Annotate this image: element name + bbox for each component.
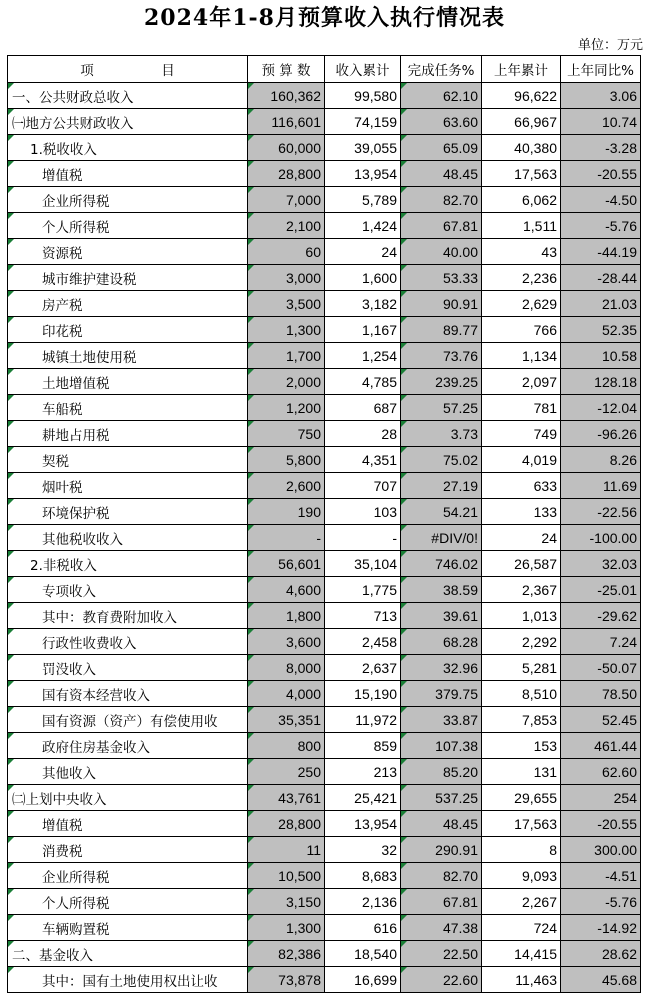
cell-budget: 82,386 — [248, 941, 325, 967]
cell-yoy: 300.00 — [561, 837, 641, 863]
table-row — [8, 577, 641, 603]
cell-yoy: 11.69 — [561, 473, 641, 499]
cell-item-name: 车船税 — [8, 395, 248, 421]
cell-last-year: 749 — [482, 421, 561, 447]
cell-budget: 2,000 — [248, 369, 325, 395]
cell-item-name: 国有资本经营收入 — [8, 681, 248, 707]
cell-item-name: 其他收入 — [8, 759, 248, 785]
cell-cumulative: 11,972 — [325, 707, 401, 733]
cell-completion: 90.91 — [401, 291, 482, 317]
cell-completion: 33.87 — [401, 707, 482, 733]
cell-completion: 67.81 — [401, 889, 482, 915]
cell-cumulative: - — [325, 525, 401, 551]
cell-item-name: 企业所得税 — [8, 187, 248, 213]
cell-completion: 67.81 — [401, 213, 482, 239]
column-header-item: 项 目 — [8, 56, 248, 83]
cell-budget: - — [248, 525, 325, 551]
cell-yoy: -96.26 — [561, 421, 641, 447]
table-body — [8, 83, 641, 993]
cell-item-name: 专项收入 — [8, 577, 248, 603]
table-row — [8, 681, 641, 707]
table-row — [8, 603, 641, 629]
cell-budget: 1,800 — [248, 603, 325, 629]
cell-budget: 2,600 — [248, 473, 325, 499]
cell-cumulative: 28 — [325, 421, 401, 447]
table-row — [8, 941, 641, 967]
cell-yoy: -20.55 — [561, 161, 641, 187]
cell-cumulative: 18,540 — [325, 941, 401, 967]
cell-last-year: 9,093 — [482, 863, 561, 889]
cell-budget: 28,800 — [248, 811, 325, 837]
cell-last-year: 8 — [482, 837, 561, 863]
cell-budget: 3,150 — [248, 889, 325, 915]
cell-cumulative: 15,190 — [325, 681, 401, 707]
cell-yoy: -44.19 — [561, 239, 641, 265]
cell-item-name: 契税 — [8, 447, 248, 473]
cell-completion: 68.28 — [401, 629, 482, 655]
cell-completion: 48.45 — [401, 161, 482, 187]
table-row — [8, 629, 641, 655]
cell-yoy: -12.04 — [561, 395, 641, 421]
table-row — [8, 369, 641, 395]
cell-item-name: 其中：国有土地使用权出让收 — [8, 967, 248, 993]
cell-budget: 60,000 — [248, 135, 325, 161]
cell-item-name: ㈡上划中央收入 — [8, 785, 248, 811]
cell-budget: 1,700 — [248, 343, 325, 369]
cell-yoy: -29.62 — [561, 603, 641, 629]
cell-last-year: 2,292 — [482, 629, 561, 655]
cell-item-name: 一、公共财政总收入 — [8, 83, 248, 109]
cell-cumulative: 5,789 — [325, 187, 401, 213]
cell-item-name: 1.税收收入 — [8, 135, 248, 161]
cell-cumulative: 4,351 — [325, 447, 401, 473]
cell-cumulative: 2,637 — [325, 655, 401, 681]
cell-yoy: 254 — [561, 785, 641, 811]
cell-cumulative: 2,136 — [325, 889, 401, 915]
cell-budget: 116,601 — [248, 109, 325, 135]
cell-completion: 107.38 — [401, 733, 482, 759]
table-row — [8, 395, 641, 421]
cell-item-name: 政府住房基金收入 — [8, 733, 248, 759]
cell-completion: 82.70 — [401, 863, 482, 889]
cell-cumulative: 25,421 — [325, 785, 401, 811]
table-row — [8, 499, 641, 525]
cell-cumulative: 1,775 — [325, 577, 401, 603]
cell-yoy: -14.92 — [561, 915, 641, 941]
cell-completion: 53.33 — [401, 265, 482, 291]
cell-cumulative: 24 — [325, 239, 401, 265]
column-header-completion: 完成任务% — [401, 56, 482, 83]
cell-last-year: 633 — [482, 473, 561, 499]
cell-last-year: 7,853 — [482, 707, 561, 733]
table-row — [8, 707, 641, 733]
cell-cumulative: 35,104 — [325, 551, 401, 577]
cell-last-year: 781 — [482, 395, 561, 421]
cell-budget: 250 — [248, 759, 325, 785]
cell-yoy: 8.26 — [561, 447, 641, 473]
table-row — [8, 837, 641, 863]
cell-last-year: 43 — [482, 239, 561, 265]
table-row — [8, 239, 641, 265]
cell-last-year: 26,587 — [482, 551, 561, 577]
cell-budget: 800 — [248, 733, 325, 759]
cell-budget: 56,601 — [248, 551, 325, 577]
cell-budget: 7,000 — [248, 187, 325, 213]
cell-budget: 4,600 — [248, 577, 325, 603]
table-row — [8, 525, 641, 551]
cell-cumulative: 1,167 — [325, 317, 401, 343]
cell-item-name: 罚没收入 — [8, 655, 248, 681]
cell-completion: 27.19 — [401, 473, 482, 499]
page-title: 2024年1-8月预算收入执行情况表 — [144, 5, 505, 31]
cell-yoy: -20.55 — [561, 811, 641, 837]
cell-completion: 75.02 — [401, 447, 482, 473]
cell-last-year: 1,511 — [482, 213, 561, 239]
cell-completion: 62.10 — [401, 83, 482, 109]
table-row — [8, 733, 641, 759]
cell-cumulative: 713 — [325, 603, 401, 629]
cell-item-name: 其中：教育费附加收入 — [8, 603, 248, 629]
table-row — [8, 889, 641, 915]
table-row — [8, 291, 641, 317]
cell-cumulative: 1,424 — [325, 213, 401, 239]
cell-item-name: 行政性收费收入 — [8, 629, 248, 655]
cell-cumulative: 13,954 — [325, 811, 401, 837]
cell-last-year: 1,013 — [482, 603, 561, 629]
cell-item-name: 增值税 — [8, 811, 248, 837]
cell-budget: 8,000 — [248, 655, 325, 681]
cell-item-name: 土地增值税 — [8, 369, 248, 395]
table-row — [8, 83, 641, 109]
table-row — [8, 109, 641, 135]
table-row — [8, 785, 641, 811]
cell-item-name: 其他税收收入 — [8, 525, 248, 551]
cell-last-year: 2,236 — [482, 265, 561, 291]
cell-yoy: 128.18 — [561, 369, 641, 395]
cell-yoy: 52.45 — [561, 707, 641, 733]
cell-cumulative: 213 — [325, 759, 401, 785]
cell-last-year: 6,062 — [482, 187, 561, 213]
cell-cumulative: 39,055 — [325, 135, 401, 161]
cell-cumulative: 13,954 — [325, 161, 401, 187]
cell-budget: 11 — [248, 837, 325, 863]
cell-budget: 3,000 — [248, 265, 325, 291]
cell-completion: 239.25 — [401, 369, 482, 395]
cell-budget: 1,200 — [248, 395, 325, 421]
table-row — [8, 187, 641, 213]
cell-completion: 65.09 — [401, 135, 482, 161]
table-row — [8, 655, 641, 681]
cell-last-year: 5,281 — [482, 655, 561, 681]
column-header-yoy: 上年同比% — [561, 56, 641, 83]
cell-budget: 5,800 — [248, 447, 325, 473]
cell-yoy: -4.51 — [561, 863, 641, 889]
cell-budget: 1,300 — [248, 915, 325, 941]
table-row — [8, 863, 641, 889]
cell-last-year: 133 — [482, 499, 561, 525]
cell-item-name: 烟叶税 — [8, 473, 248, 499]
cell-cumulative: 4,785 — [325, 369, 401, 395]
cell-completion: 63.60 — [401, 109, 482, 135]
cell-budget: 190 — [248, 499, 325, 525]
cell-last-year: 14,415 — [482, 941, 561, 967]
cell-item-name: 消费税 — [8, 837, 248, 863]
cell-budget: 73,878 — [248, 967, 325, 993]
cell-budget: 3,500 — [248, 291, 325, 317]
cell-last-year: 724 — [482, 915, 561, 941]
cell-item-name: 资源税 — [8, 239, 248, 265]
cell-last-year: 1,134 — [482, 343, 561, 369]
cell-item-name: 城镇土地使用税 — [8, 343, 248, 369]
column-header-budget: 预 算 数 — [248, 56, 325, 83]
cell-item-name: 2.非税收入 — [8, 551, 248, 577]
cell-item-name: 企业所得税 — [8, 863, 248, 889]
cell-cumulative: 103 — [325, 499, 401, 525]
cell-yoy: 28.62 — [561, 941, 641, 967]
table-header-row — [8, 56, 641, 83]
cell-last-year: 17,563 — [482, 161, 561, 187]
cell-last-year: 17,563 — [482, 811, 561, 837]
cell-yoy: -100.00 — [561, 525, 641, 551]
column-header-cumulative: 收入累计 — [325, 56, 401, 83]
table-row — [8, 551, 641, 577]
cell-item-name: 车辆购置税 — [8, 915, 248, 941]
cell-last-year: 29,655 — [482, 785, 561, 811]
unit-label: 单位：万元 — [577, 38, 643, 53]
cell-item-name: 个人所得税 — [8, 889, 248, 915]
table-row — [8, 161, 641, 187]
cell-completion: 85.20 — [401, 759, 482, 785]
cell-last-year: 766 — [482, 317, 561, 343]
cell-yoy: -25.01 — [561, 577, 641, 603]
cell-last-year: 2,367 — [482, 577, 561, 603]
cell-last-year: 8,510 — [482, 681, 561, 707]
cell-cumulative: 1,600 — [325, 265, 401, 291]
cell-cumulative: 687 — [325, 395, 401, 421]
cell-last-year: 96,622 — [482, 83, 561, 109]
cell-completion: 32.96 — [401, 655, 482, 681]
cell-item-name: 印花税 — [8, 317, 248, 343]
cell-cumulative: 74,159 — [325, 109, 401, 135]
cell-yoy: -50.07 — [561, 655, 641, 681]
cell-budget: 2,100 — [248, 213, 325, 239]
cell-yoy: 21.03 — [561, 291, 641, 317]
cell-cumulative: 8,683 — [325, 863, 401, 889]
table-row — [8, 135, 641, 161]
cell-yoy: 52.35 — [561, 317, 641, 343]
cell-completion: 39.61 — [401, 603, 482, 629]
cell-item-name: 个人所得税 — [8, 213, 248, 239]
cell-budget: 28,800 — [248, 161, 325, 187]
cell-cumulative: 2,458 — [325, 629, 401, 655]
cell-yoy: 45.68 — [561, 967, 641, 993]
cell-last-year: 2,629 — [482, 291, 561, 317]
cell-item-name: 城市维护建设税 — [8, 265, 248, 291]
cell-completion: 73.76 — [401, 343, 482, 369]
table-row — [8, 213, 641, 239]
cell-completion: 22.50 — [401, 941, 482, 967]
cell-cumulative: 99,580 — [325, 83, 401, 109]
cell-yoy: -4.50 — [561, 187, 641, 213]
cell-completion: 3.73 — [401, 421, 482, 447]
cell-yoy: 78.50 — [561, 681, 641, 707]
table-row — [8, 915, 641, 941]
cell-last-year: 11,463 — [482, 967, 561, 993]
cell-budget: 1,300 — [248, 317, 325, 343]
cell-completion: 746.02 — [401, 551, 482, 577]
table-row — [8, 473, 641, 499]
budget-table — [7, 55, 641, 993]
cell-cumulative: 32 — [325, 837, 401, 863]
cell-cumulative: 3,182 — [325, 291, 401, 317]
cell-last-year: 40,380 — [482, 135, 561, 161]
cell-last-year: 66,967 — [482, 109, 561, 135]
cell-completion: 22.60 — [401, 967, 482, 993]
cell-last-year: 153 — [482, 733, 561, 759]
cell-item-name: 国有资源（资产）有偿使用收 — [8, 707, 248, 733]
cell-completion: 82.70 — [401, 187, 482, 213]
cell-yoy: 10.58 — [561, 343, 641, 369]
table-row — [8, 759, 641, 785]
cell-yoy: 461.44 — [561, 733, 641, 759]
cell-budget: 3,600 — [248, 629, 325, 655]
cell-budget: 160,362 — [248, 83, 325, 109]
cell-item-name: ㈠地方公共财政收入 — [8, 109, 248, 135]
cell-cumulative: 616 — [325, 915, 401, 941]
cell-yoy: -5.76 — [561, 213, 641, 239]
cell-cumulative: 707 — [325, 473, 401, 499]
cell-last-year: 131 — [482, 759, 561, 785]
table-row — [8, 421, 641, 447]
cell-completion: 40.00 — [401, 239, 482, 265]
cell-completion: 38.59 — [401, 577, 482, 603]
cell-completion: 47.38 — [401, 915, 482, 941]
cell-yoy: -22.56 — [561, 499, 641, 525]
cell-last-year: 24 — [482, 525, 561, 551]
cell-completion: 54.21 — [401, 499, 482, 525]
cell-item-name: 耕地占用税 — [8, 421, 248, 447]
cell-cumulative: 16,699 — [325, 967, 401, 993]
cell-cumulative: 859 — [325, 733, 401, 759]
cell-budget: 35,351 — [248, 707, 325, 733]
table-row — [8, 967, 641, 993]
cell-yoy: 10.74 — [561, 109, 641, 135]
cell-yoy: -5.76 — [561, 889, 641, 915]
cell-completion: 537.25 — [401, 785, 482, 811]
table-row — [8, 811, 641, 837]
cell-completion: 57.25 — [401, 395, 482, 421]
cell-cumulative: 1,254 — [325, 343, 401, 369]
cell-budget: 60 — [248, 239, 325, 265]
table-row — [8, 265, 641, 291]
cell-yoy: 32.03 — [561, 551, 641, 577]
cell-item-name: 二、基金收入 — [8, 941, 248, 967]
table-row — [8, 317, 641, 343]
table-row — [8, 447, 641, 473]
cell-yoy: 62.60 — [561, 759, 641, 785]
cell-budget: 43,761 — [248, 785, 325, 811]
cell-last-year: 4,019 — [482, 447, 561, 473]
cell-item-name: 增值税 — [8, 161, 248, 187]
cell-last-year: 2,097 — [482, 369, 561, 395]
cell-completion: 48.45 — [401, 811, 482, 837]
cell-yoy: 7.24 — [561, 629, 641, 655]
cell-item-name: 环境保护税 — [8, 499, 248, 525]
cell-last-year: 2,267 — [482, 889, 561, 915]
column-header-last-year: 上年累计 — [482, 56, 561, 83]
table-row — [8, 343, 641, 369]
cell-yoy: -28.44 — [561, 265, 641, 291]
cell-completion: 89.77 — [401, 317, 482, 343]
cell-yoy: -3.28 — [561, 135, 641, 161]
cell-budget: 750 — [248, 421, 325, 447]
cell-item-name: 房产税 — [8, 291, 248, 317]
cell-yoy: 3.06 — [561, 83, 641, 109]
cell-completion: #DIV/0! — [401, 525, 482, 551]
cell-completion: 379.75 — [401, 681, 482, 707]
cell-budget: 4,000 — [248, 681, 325, 707]
cell-completion: 290.91 — [401, 837, 482, 863]
cell-budget: 10,500 — [248, 863, 325, 889]
